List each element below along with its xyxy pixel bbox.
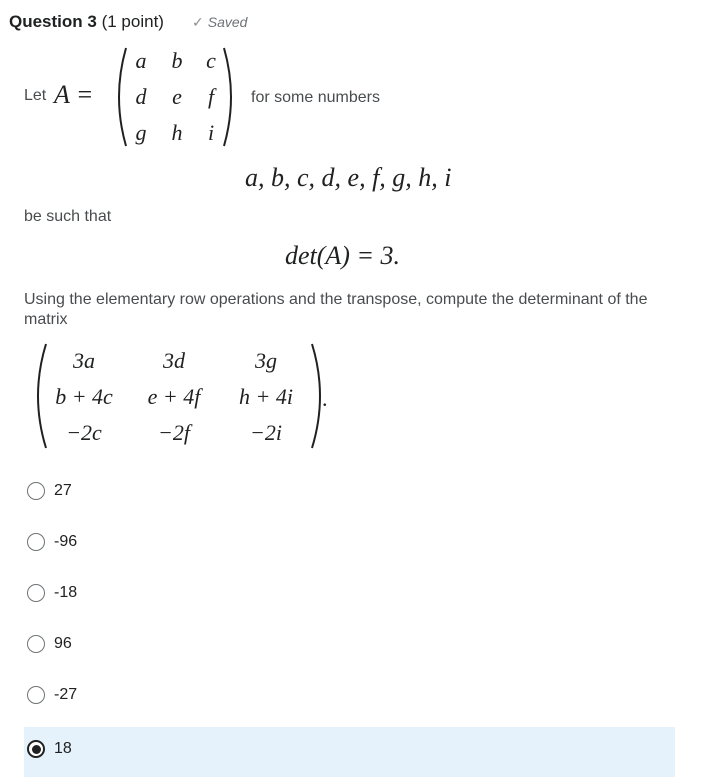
saved-status — [192, 14, 247, 31]
matrix-a-cell: f — [207, 84, 215, 109]
radio-button[interactable] — [27, 740, 45, 758]
matrix-a-cell: b — [171, 48, 183, 73]
let-text: Let — [24, 87, 47, 104]
answer-option[interactable] — [24, 520, 675, 570]
radio-button[interactable] — [27, 635, 45, 653]
question-title — [9, 12, 164, 32]
answer-option[interactable] — [24, 571, 675, 621]
matrix-a-name: A = — [54, 80, 94, 109]
matrix-b-cell: 3g — [255, 348, 277, 373]
for-some-numbers-text: for some numbers — [251, 89, 380, 106]
matrix-b-cell: b + 4c — [55, 384, 113, 409]
matrix-a-cell: e — [172, 84, 182, 109]
matrix-a-cell: i — [207, 120, 215, 145]
question-number: Question 3 — [9, 12, 97, 31]
answer-option-label: 27 — [54, 482, 72, 499]
matrix-period: . — [322, 386, 328, 411]
matrix-a — [110, 44, 240, 150]
radio-selected-dot — [32, 745, 41, 754]
matrix-b-cell: e + 4f — [147, 384, 201, 409]
instruction-text: Using the elementary row operations and the transpose, compute the determinant of the matrix — [24, 291, 648, 328]
matrix-a-cell: c — [206, 48, 216, 73]
matrix-b-cell: 3d — [163, 348, 185, 373]
matrix-b — [28, 340, 333, 452]
det-equation: det(A) = 3. — [285, 241, 401, 270]
answer-option[interactable] — [24, 622, 675, 672]
variables-list: a, b, c, d, e, f, g, h, i — [245, 163, 452, 192]
answer-option-label: 18 — [54, 740, 72, 757]
matrix-a-cell: g — [135, 120, 147, 145]
matrix-b-cell: −2i — [250, 420, 282, 445]
answer-option-label: -96 — [54, 533, 78, 550]
check-icon: ✓ — [192, 14, 204, 30]
matrix-a-cell: h — [171, 120, 183, 145]
matrix-b-cell: −2c — [66, 420, 102, 445]
question-points: (1 point) — [101, 12, 164, 31]
such-that-text: be such that — [24, 208, 112, 225]
answer-option[interactable] — [24, 469, 675, 519]
matrix-a-cell: a — [135, 48, 147, 73]
radio-button[interactable] — [27, 533, 45, 551]
answer-option-label: -27 — [54, 686, 78, 703]
matrix-b-cell: −2f — [158, 420, 190, 445]
answer-option-label: 96 — [54, 635, 72, 652]
answer-option-label: -18 — [54, 584, 78, 601]
answer-option[interactable] — [24, 727, 675, 777]
matrix-b-cell: 3a — [73, 348, 95, 373]
matrix-a-cell: d — [135, 84, 147, 109]
radio-button[interactable] — [27, 686, 45, 704]
radio-button[interactable] — [27, 482, 45, 500]
saved-label: Saved — [207, 14, 248, 30]
matrix-b-cell: h + 4i — [239, 384, 293, 409]
answer-option[interactable] — [24, 673, 675, 723]
radio-button[interactable] — [27, 584, 45, 602]
